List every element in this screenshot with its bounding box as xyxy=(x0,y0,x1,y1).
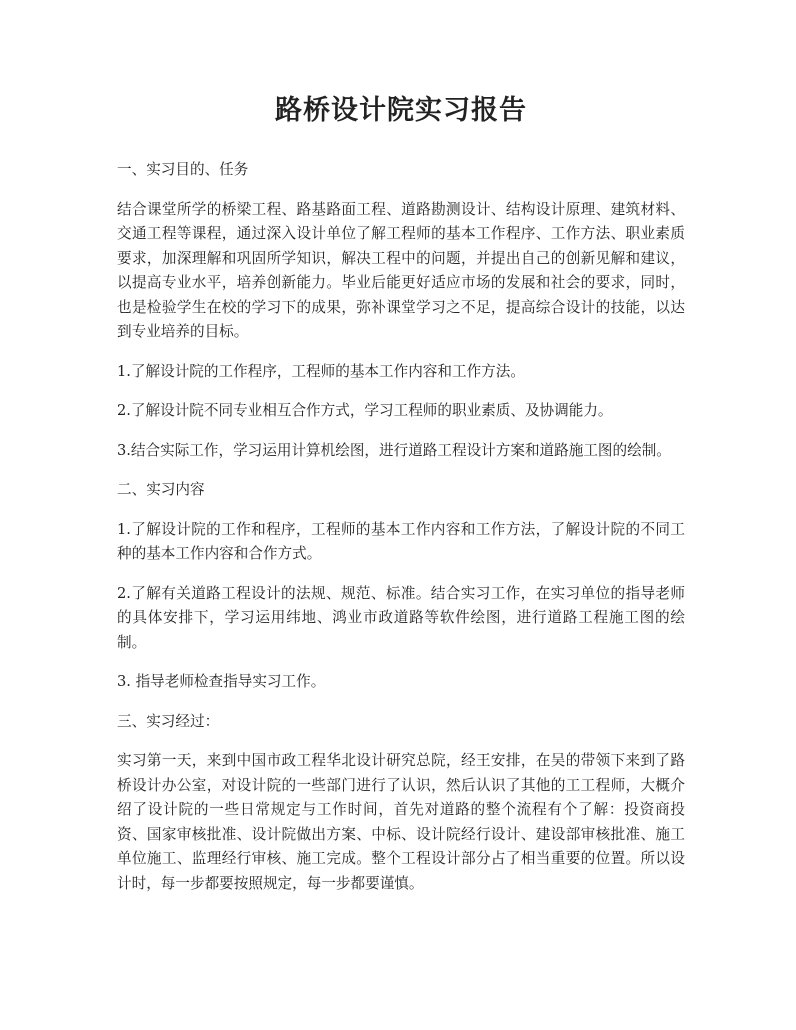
paragraph-content-item-2: 2.了解有关道路工程设计的法规、规范、标准。结合实习工作，在实习单位的指导老师的具体安排下，学习运用纬地、鸿业市政道路等软件绘图，进行道路工程施工图的绘制。 xyxy=(117,584,685,651)
paragraph-purpose-item-3: 3.结合实际工作，学习运用计算机绘图，进行道路工程设计方案和道路施工图的绘制。 xyxy=(117,441,671,459)
section-heading-purpose: 一、实习目的、任务 xyxy=(117,161,249,178)
section-heading-process: 三、实习经过： xyxy=(117,712,220,730)
paragraph-purpose-item-1: 1.了解设计院的工作程序，工程师的基本工作内容和工作方法。 xyxy=(117,362,525,380)
paragraph-content-item-3: 3. 指导老师检查指导实习工作。 xyxy=(117,673,326,690)
document-page xyxy=(117,86,685,911)
paragraph-process-day-one: 实习第一天，来到中国市政工程华北设计研究总院，经王安排，在吴的带领下来到了路桥设计办公室，对设计院的一些部门进行了认识，然后认识了其他的工工程师，大概介绍了设计院的一些日常规定与工作时间，首先对道路的整个流程有个了解：投资商投资、国家审核批准、设计院做出方案、中标、设计院经行设计、建设部审核批准、施工单位施工、监理经行审核、施工完成。整个工程设计部分占了相当重要的位置。所以设计时，每一步都要按照规定，每一步都要谨慎。 xyxy=(117,752,685,892)
paragraph-content-item-1: 1.了解设计院的工作和程序，工程师的基本工作内容和工作方法，了解设计院的不同工种的基本工作内容和合作方式。 xyxy=(117,520,685,562)
paragraph-purpose-item-2: 2.了解设计院不同专业相互合作方式，学习工程师的职业素质、及协调能力。 xyxy=(117,402,613,419)
paragraph-purpose-intro: 结合课堂所学的桥梁工程、路基路面工程、道路勘测设计、结构设计原理、建筑材料、交通工程等课程，通过深入设计单位了解工程师的基本工作程序、工作方法、职业素质要求，加深理解和巩固所学知识，解决工程中的问题，并提出自己的创新见解和建议，以提高专业水平，培养创新能力。毕业后能更好适应市场的发展和社会的要求，同时，也是检验学生在校的学习下的成果，弥补课堂学习之不足，提高综合设计的技能，以达到专业培养的目标。 xyxy=(117,200,685,340)
section-heading-content: 二、实习内容 xyxy=(117,481,205,498)
document-title: 路桥设计院实习报告 xyxy=(275,95,527,126)
